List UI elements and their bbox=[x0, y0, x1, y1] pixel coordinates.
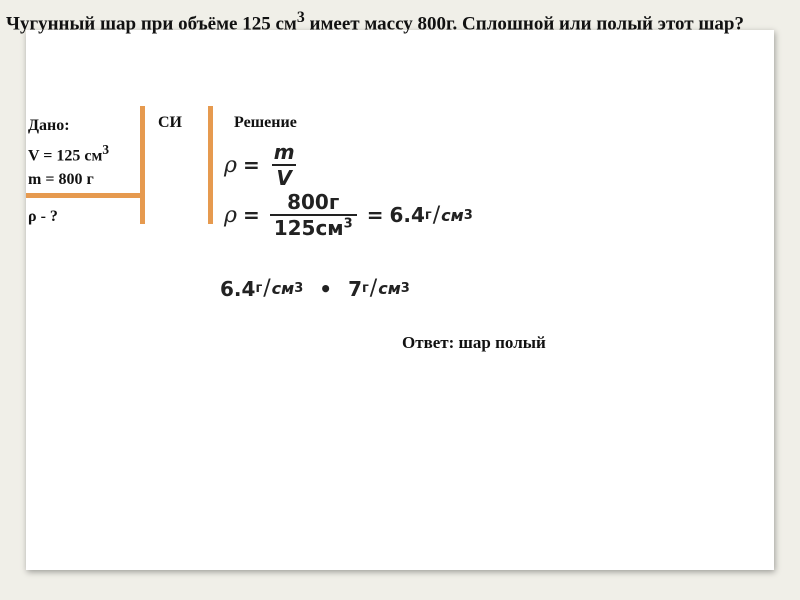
unit-g-per-cm3 bbox=[425, 203, 473, 228]
given-mass: m = 800 г bbox=[28, 171, 94, 189]
formula-density-definition bbox=[224, 140, 303, 190]
comparison-sign: • bbox=[319, 276, 333, 301]
unit-grams: г bbox=[255, 281, 263, 296]
unit-cm: см bbox=[271, 279, 295, 298]
divider-vertical-left bbox=[140, 106, 145, 224]
denominator-sup: 3 bbox=[343, 216, 353, 232]
fraction-denominator: V bbox=[272, 164, 295, 190]
unit-cm-sup: 3 bbox=[463, 207, 473, 223]
unit-slash: / bbox=[369, 276, 378, 301]
density-comparison bbox=[220, 276, 410, 301]
unit-g-per-cm3 bbox=[255, 276, 303, 301]
unit-cm-sup: 3 bbox=[400, 281, 410, 296]
denominator-base: 125см bbox=[273, 216, 344, 240]
fraction-numerator bbox=[283, 190, 343, 214]
given-volume-label: V = 125 см bbox=[28, 147, 103, 165]
problem-text-part1: Чугунный шар при объёме 125 см bbox=[6, 13, 297, 35]
answer-text: Ответ: шар полый bbox=[402, 333, 546, 352]
given-volume bbox=[28, 138, 109, 168]
numerator-text: 800г bbox=[287, 190, 340, 214]
solution-header: Решение bbox=[234, 114, 297, 131]
rho-symbol: ρ bbox=[224, 152, 237, 178]
unit-g-per-cm3 bbox=[362, 276, 410, 301]
si-header: СИ bbox=[158, 114, 182, 131]
unit-grams: г bbox=[361, 281, 369, 296]
comparison-left-value: 6.4 bbox=[220, 276, 256, 301]
find-quantity: ρ - ? bbox=[28, 208, 58, 225]
given-header: Дано: bbox=[28, 117, 70, 134]
fraction-800-over-125 bbox=[270, 190, 357, 240]
fraction-m-over-v bbox=[270, 140, 299, 190]
equals-sign: = bbox=[242, 203, 260, 227]
fraction-numerator: m bbox=[273, 140, 295, 164]
rho-symbol: ρ bbox=[224, 202, 237, 228]
fraction-denominator bbox=[270, 214, 357, 240]
unit-grams: г bbox=[424, 207, 432, 223]
unit-cm: см bbox=[441, 205, 464, 225]
divider-vertical-right bbox=[208, 106, 213, 224]
equals-sign: = bbox=[366, 203, 384, 227]
result-value: 6.4 bbox=[389, 203, 425, 227]
problem-statement bbox=[6, 4, 786, 37]
problem-text-part2: имеет массу 800г. Сплошной или полый этот шар? bbox=[304, 13, 744, 35]
given-volume-sup: 3 bbox=[102, 142, 110, 157]
divider-horizontal bbox=[26, 193, 145, 198]
unit-slash: / bbox=[432, 202, 441, 228]
equals-sign: = bbox=[242, 153, 260, 177]
comparison-right-value: 7 bbox=[348, 276, 362, 301]
unit-slash: / bbox=[263, 276, 271, 301]
given-block bbox=[28, 114, 109, 192]
problem-superscript: 3 bbox=[296, 9, 305, 26]
unit-cm-sup: 3 bbox=[294, 281, 304, 296]
formula-density-calculation bbox=[224, 190, 473, 240]
unit-cm: см bbox=[378, 279, 401, 298]
